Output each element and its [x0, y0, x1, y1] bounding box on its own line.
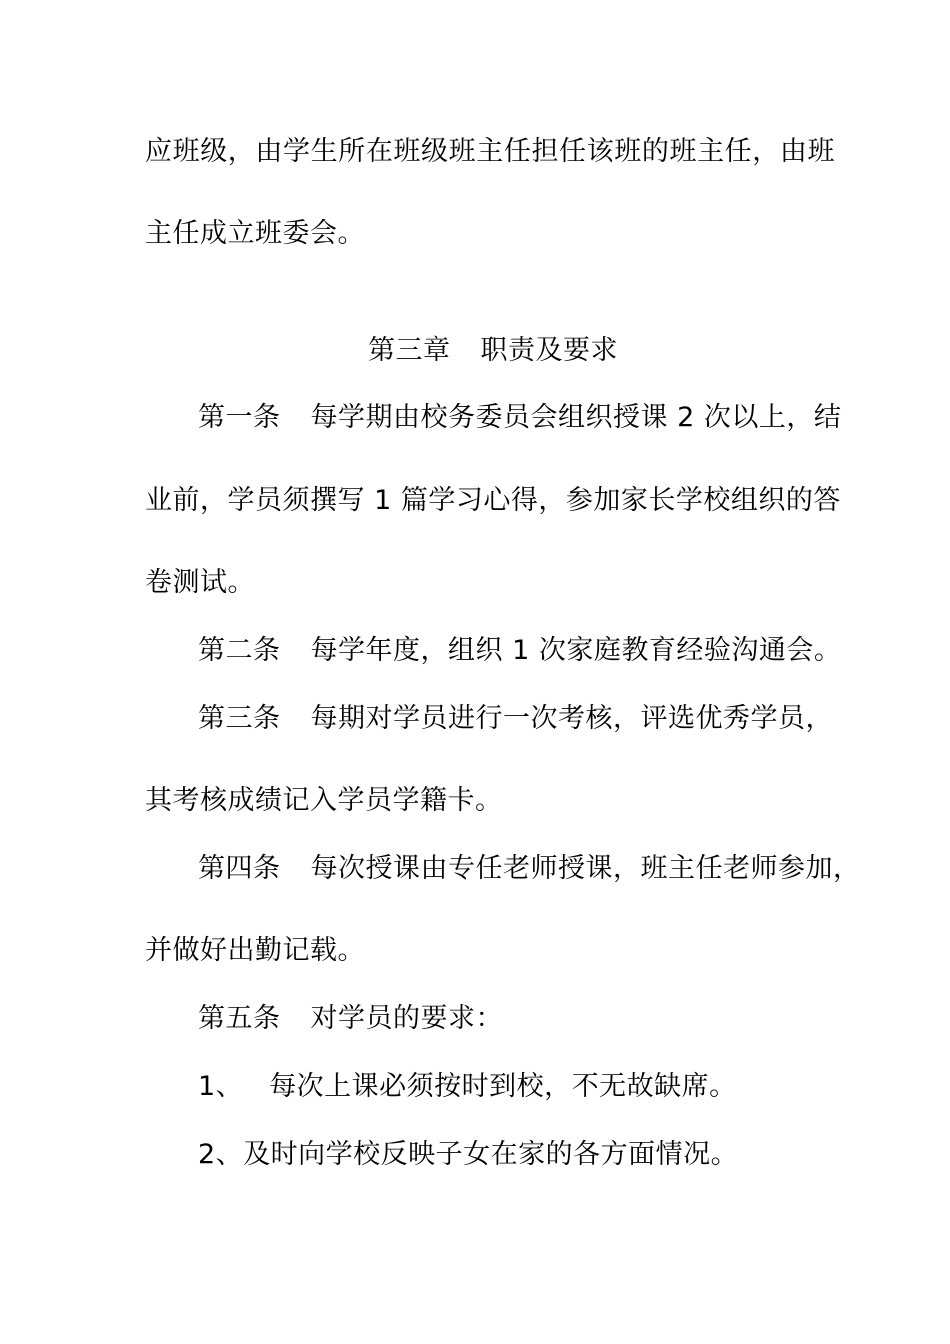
chapter-heading — [368, 334, 618, 368]
chapter-number: 第三章 — [368, 335, 451, 366]
requirement-text: 及时向学校反映子女在家的各方面情况。 — [243, 1139, 739, 1170]
article-5 — [198, 1002, 503, 1036]
requirement-text: 每次上课必须按时到校，不无故缺席。 — [269, 1071, 737, 1102]
article-1-line-2: 业前，学员须撰写 1 篇学习心得，参加家长学校组织的答 — [145, 485, 841, 516]
requirement-number: 1、 — [198, 1071, 244, 1102]
intro-line-2: 主任成立班委会。 — [145, 218, 365, 249]
article-3-label: 第三条 — [198, 703, 281, 734]
requirement-item-2 — [198, 1138, 738, 1172]
chapter-title: 职责及要求 — [480, 335, 618, 366]
article-2-line-1: 每学年度，组织 1 次家庭教育经验沟通会。 — [310, 635, 842, 666]
article-5-label: 第五条 — [198, 1003, 281, 1034]
article-3-line-2: 其考核成绩记入学员学籍卡。 — [145, 785, 503, 816]
paragraph-line — [145, 566, 255, 600]
article-1-line-1: 每学期由校务委员会组织授课 2 次以上，结 — [310, 402, 842, 433]
article-1 — [198, 401, 841, 435]
paragraph-line — [145, 135, 835, 169]
paragraph-line — [145, 784, 503, 818]
article-4-line-2: 并做好出勤记载。 — [145, 935, 365, 966]
article-2 — [198, 634, 841, 668]
article-4-label: 第四条 — [198, 853, 281, 884]
article-2-label: 第二条 — [198, 635, 281, 666]
article-1-line-3: 卷测试。 — [145, 567, 255, 598]
article-4 — [198, 852, 861, 886]
article-5-line-1: 对学员的要求： — [310, 1003, 503, 1034]
article-3-line-1: 每期对学员进行一次考核，评选优秀学员， — [310, 703, 833, 734]
paragraph-line — [145, 217, 365, 251]
article-1-label: 第一条 — [198, 402, 281, 433]
requirement-number: 2、 — [198, 1139, 244, 1170]
intro-line-1: 应班级，由学生所在班级班主任担任该班的班主任，由班 — [145, 136, 835, 167]
requirement-item-1 — [198, 1070, 737, 1104]
article-4-line-1: 每次授课由专任老师授课，班主任老师参加， — [310, 853, 861, 884]
paragraph-line — [145, 934, 365, 968]
paragraph-line — [145, 484, 841, 518]
article-3 — [198, 702, 833, 736]
